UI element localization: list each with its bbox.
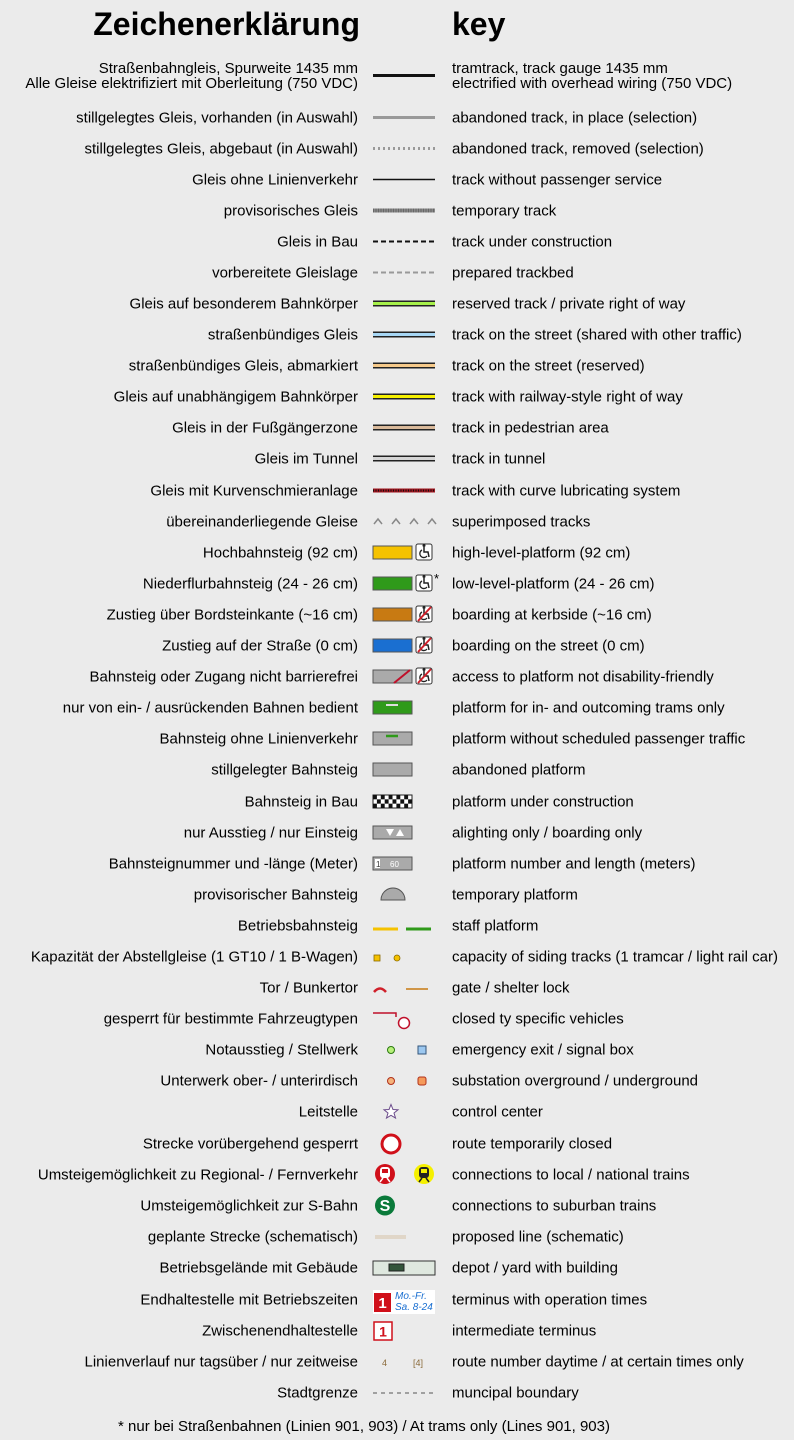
- intermediate-icon: [366, 1315, 446, 1346]
- label-german: stillgelegtes Gleis, vorhanden (in Auswahl): [76, 109, 358, 126]
- legend-row-terminus: [0, 1284, 794, 1315]
- label-english: terminus with operation times: [452, 1291, 648, 1308]
- legend-row-control: [0, 1096, 794, 1127]
- label-english: platform under construction: [452, 793, 634, 810]
- tunnel-icon: [366, 443, 446, 474]
- terminus-time-1: Mo.-Fr.: [395, 1291, 427, 1302]
- terminus-time-2: Sa. 8-24: [395, 1302, 433, 1313]
- legend-row-boundary: [0, 1377, 794, 1408]
- low-platform-icon: [366, 568, 446, 599]
- title-english: key: [452, 6, 506, 42]
- label-german: gesperrt für bestimmte Fahrzeugtypen: [103, 1010, 358, 1027]
- legend-row-trains: [0, 1159, 794, 1190]
- label-english: high-level-platform (92 cm): [452, 544, 631, 561]
- label-english: gate / shelter lock: [452, 979, 570, 996]
- label-english: intermediate terminus: [452, 1322, 597, 1339]
- legend-row-gate: [0, 972, 794, 1003]
- label-german: Gleis in Bau: [277, 233, 358, 250]
- platform-length-value: 60: [390, 860, 399, 869]
- staff-platform-icon: [366, 910, 446, 941]
- terminus-number: 1: [378, 1295, 387, 1312]
- route-number-day: 4: [382, 1358, 388, 1368]
- legend-row-no-traffic-platform: [0, 723, 794, 754]
- asterisk-note: *: [434, 571, 440, 586]
- label-english: proposed line (schematic): [452, 1228, 624, 1245]
- closed-vehicles-icon: [366, 1003, 446, 1034]
- label-english: access to platform not disability-friendly: [452, 668, 714, 685]
- street-boarding-icon: [366, 630, 446, 661]
- label-german: Umsteigemöglichkeit zur S-Bahn: [140, 1197, 358, 1214]
- label-german: Bahnsteig in Bau: [244, 793, 358, 810]
- label-english: boarding on the street (0 cm): [452, 637, 645, 654]
- legend-row-platform-number: [0, 848, 794, 879]
- legend-row-sbahn: [0, 1190, 794, 1221]
- alighting-icon: [366, 817, 446, 848]
- legend-row-alighting: [0, 817, 794, 848]
- control-icon: [366, 1096, 446, 1127]
- route-number-times: [4]: [413, 1358, 424, 1368]
- intermediate-number: 1: [379, 1323, 387, 1340]
- label-german: provisorischer Bahnsteig: [193, 886, 358, 903]
- label-english: superimposed tracks: [452, 513, 591, 530]
- label-german: Notausstieg / Stellwerk: [205, 1041, 358, 1058]
- label-german: Gleis ohne Linienverkehr: [192, 171, 358, 188]
- label-english: track with railway-style right of way: [452, 388, 683, 405]
- legend-row-tram: [0, 53, 794, 99]
- label-english: abandoned track, removed (selection): [452, 140, 704, 157]
- superimposed-icon: [366, 506, 446, 537]
- label-english: staff platform: [452, 917, 539, 934]
- label-german: Gleis auf besonderem Bahnkörper: [129, 295, 358, 312]
- label-german: Straßenbahngleis, Spurweite 1435 mm Alle Gleise elektrifiziert mit Oberleitung (750 VDC): [25, 60, 358, 92]
- legend-row-street-orange: [0, 350, 794, 381]
- label-german: Bahnsteignummer und -länge (Meter): [108, 855, 358, 872]
- label-german: Zustieg auf der Straße (0 cm): [162, 637, 358, 654]
- label-german: Gleis im Tunnel: [254, 450, 358, 467]
- label-english: closed ty specific vehicles: [452, 1010, 624, 1027]
- high-platform-icon: [366, 537, 446, 568]
- legend-row-route-number: [0, 1346, 794, 1377]
- label-german: Strecke vorübergehend gesperrt: [142, 1135, 358, 1152]
- abandoned-removed-icon: [366, 133, 446, 164]
- not-accessible-icon: [366, 661, 446, 692]
- legend-row-temporary-platform: [0, 879, 794, 910]
- label-english: alighting only / boarding only: [452, 824, 643, 841]
- closed-route-icon: [366, 1128, 446, 1159]
- legend-row-not-accessible: [0, 661, 794, 692]
- no-service-icon: [366, 164, 446, 195]
- kerbside-icon: [366, 599, 446, 630]
- legend-row-closed-vehicles: [0, 1003, 794, 1034]
- legend-row-proposed: [0, 1221, 794, 1252]
- label-english: track with curve lubricating system: [452, 482, 681, 499]
- legend-row-staff-platform: [0, 910, 794, 941]
- temporary-platform-icon: [366, 879, 446, 910]
- label-german: Stadtgrenze: [277, 1384, 358, 1401]
- substation-icon: [366, 1065, 446, 1096]
- label-english: platform number and length (meters): [452, 855, 696, 872]
- legend-row-abandoned-platform: [0, 754, 794, 785]
- legend-row-superimposed: [0, 506, 794, 537]
- label-german: Niederflurbahnsteig (24 - 26 cm): [142, 575, 358, 592]
- legend-row-siding-capacity: [0, 941, 794, 972]
- legend-row-construction: [0, 226, 794, 257]
- legend-row-reserved-green: [0, 288, 794, 319]
- label-german: Bahnsteig oder Zugang nicht barrierefrei: [89, 668, 358, 685]
- label-german: Gleis mit Kurvenschmieranlage: [150, 482, 358, 499]
- no-traffic-platform-icon: [366, 723, 446, 754]
- label-english: substation overground / underground: [452, 1072, 699, 1089]
- label-english: abandoned track, in place (selection): [452, 109, 698, 126]
- legend-row-intermediate: [0, 1315, 794, 1346]
- label-german: stillgelegter Bahnsteig: [211, 761, 358, 778]
- legend-row-emergency: [0, 1034, 794, 1065]
- railway-yellow-icon: [366, 381, 446, 412]
- legend-row-platform-construction: [0, 786, 794, 817]
- depot-icon: [366, 1252, 446, 1283]
- label-english: depot / yard with building: [452, 1259, 618, 1276]
- label-german: Linienverlauf nur tagsüber / nur zeitweise: [84, 1353, 358, 1370]
- label-german: nur Ausstieg / nur Einsteig: [183, 824, 358, 841]
- legend-row-prepared: [0, 257, 794, 288]
- legend-row-low-platform: [0, 568, 794, 599]
- route-number-icon: [366, 1346, 446, 1377]
- legend-row-abandoned-removed: [0, 133, 794, 164]
- reserved-green-icon: [366, 288, 446, 319]
- label-english: reserved track / private right of way: [452, 295, 686, 312]
- legend-row-tunnel: [0, 443, 794, 474]
- legend-row-abandoned-in-place: [0, 102, 794, 133]
- label-german: Leitstelle: [298, 1103, 358, 1120]
- legend-row-railway-yellow: [0, 381, 794, 412]
- label-german: Zwischenendhaltestelle: [202, 1322, 358, 1339]
- label-english: track under construction: [452, 233, 613, 250]
- legend-row-lubricating: [0, 475, 794, 506]
- label-german: Bahnsteig ohne Linienverkehr: [159, 730, 358, 747]
- legend-row-temporary: [0, 195, 794, 226]
- label-german: Tor / Bunkertor: [259, 979, 358, 996]
- label-english: track in pedestrian area: [452, 419, 609, 436]
- label-german: Zustieg über Bordsteinkante (~16 cm): [106, 606, 358, 623]
- platform-number-value: 1: [376, 860, 381, 869]
- label-english: track without passenger service: [452, 171, 663, 188]
- legend-row-closed-route: [0, 1128, 794, 1159]
- footnote: * nur bei Straßenbahnen (Linien 901, 903) / At trams only (Lines 901, 903): [118, 1418, 610, 1435]
- gate-icon: [366, 972, 446, 1003]
- legend-row-no-service: [0, 164, 794, 195]
- siding-capacity-icon: [366, 941, 446, 972]
- label-german: übereinanderliegende Gleise: [166, 513, 358, 530]
- legend-row-pedestrian: [0, 412, 794, 443]
- construction-icon: [366, 226, 446, 257]
- label-english: capacity of siding tracks (1 tramcar / light rail car): [452, 948, 778, 965]
- label-english: boarding at kerbside (~16 cm): [452, 606, 652, 623]
- boundary-icon: [366, 1377, 446, 1408]
- tram-icon: [366, 60, 446, 91]
- label-english: route number daytime / at certain times only: [452, 1353, 744, 1370]
- legend-row-street-blue: [0, 319, 794, 350]
- label-english: track on the street (shared with other traffic): [452, 326, 742, 343]
- label-english: low-level-platform (24 - 26 cm): [452, 575, 655, 592]
- pedestrian-icon: [366, 412, 446, 443]
- label-english: platform without scheduled passenger traffic: [452, 730, 746, 747]
- label-english: control center: [452, 1103, 543, 1120]
- label-german: Gleis in der Fußgängerzone: [172, 419, 358, 436]
- prepared-icon: [366, 257, 446, 288]
- label-english: track on the street (reserved): [452, 357, 645, 374]
- trains-icon: [366, 1159, 446, 1190]
- label-english: temporary track: [452, 202, 557, 219]
- label-german: vorbereitete Gleislage: [212, 264, 358, 281]
- sbahn-icon: [366, 1190, 446, 1221]
- label-german: Hochbahnsteig (92 cm): [202, 544, 358, 561]
- label-german: geplante Strecke (schematisch): [147, 1228, 358, 1245]
- label-german: Gleis auf unabhängigem Bahnkörper: [113, 388, 358, 405]
- label-english: emergency exit / signal box: [452, 1041, 634, 1058]
- label-german: Umsteigemöglichkeit zu Regional- / Fernverkehr: [37, 1166, 358, 1183]
- label-german: provisorisches Gleis: [223, 202, 358, 219]
- label-german: nur von ein- / ausrückenden Bahnen bedient: [62, 699, 358, 716]
- label-german: Kapazität der Abstellgleise (1 GT10 / 1 B-Wagen): [30, 948, 358, 965]
- label-english: temporary platform: [452, 886, 578, 903]
- label-german: Endhaltestelle mit Betriebszeiten: [140, 1291, 358, 1308]
- legend-row-high-platform: [0, 537, 794, 568]
- emergency-icon: [366, 1034, 446, 1065]
- label-german: Betriebsgelände mit Gebäude: [159, 1259, 358, 1276]
- street-blue-icon: [366, 319, 446, 350]
- platform-construction-icon: [366, 786, 446, 817]
- proposed-icon: [366, 1221, 446, 1252]
- legend-row-substation: [0, 1065, 794, 1096]
- label-german: stillgelegtes Gleis, abgebaut (in Auswahl): [84, 140, 358, 157]
- label-english: platform for in- and outcoming trams only: [452, 699, 725, 716]
- label-german: Betriebsbahnsteig: [237, 917, 358, 934]
- legend-row-depot: [0, 1252, 794, 1283]
- depot-only-icon: [366, 692, 446, 723]
- temporary-icon: [366, 195, 446, 226]
- legend-row-depot-only: [0, 692, 794, 723]
- label-english: track in tunnel: [452, 450, 546, 467]
- abandoned-platform-icon: [366, 754, 446, 785]
- label-german: straßenbündiges Gleis, abmarkiert: [128, 357, 358, 374]
- terminus-icon: [366, 1284, 446, 1315]
- label-german: Unterwerk ober- / unterirdisch: [160, 1072, 358, 1089]
- abandoned-in-place-icon: [366, 102, 446, 133]
- label-english: route temporarily closed: [452, 1135, 613, 1152]
- label-german: straßenbündiges Gleis: [207, 326, 358, 343]
- label-english: connections to suburban trains: [452, 1197, 657, 1214]
- street-orange-icon: [366, 350, 446, 381]
- platform-number-icon: [366, 848, 446, 879]
- label-english: prepared trackbed: [452, 264, 574, 281]
- legend-row-kerbside: [0, 599, 794, 630]
- label-english: abandoned platform: [452, 761, 586, 778]
- title-german: Zeichenerklärung: [93, 6, 360, 42]
- label-english: muncipal boundary: [452, 1384, 579, 1401]
- lubricating-icon: [366, 475, 446, 506]
- legend-row-street-boarding: [0, 630, 794, 661]
- label-english: connections to local / national trains: [452, 1166, 690, 1183]
- sbahn-glyph: S: [379, 1198, 391, 1215]
- label-english: tramtrack, track gauge 1435 mm electrified with overhead wiring (750 VDC): [452, 60, 733, 92]
